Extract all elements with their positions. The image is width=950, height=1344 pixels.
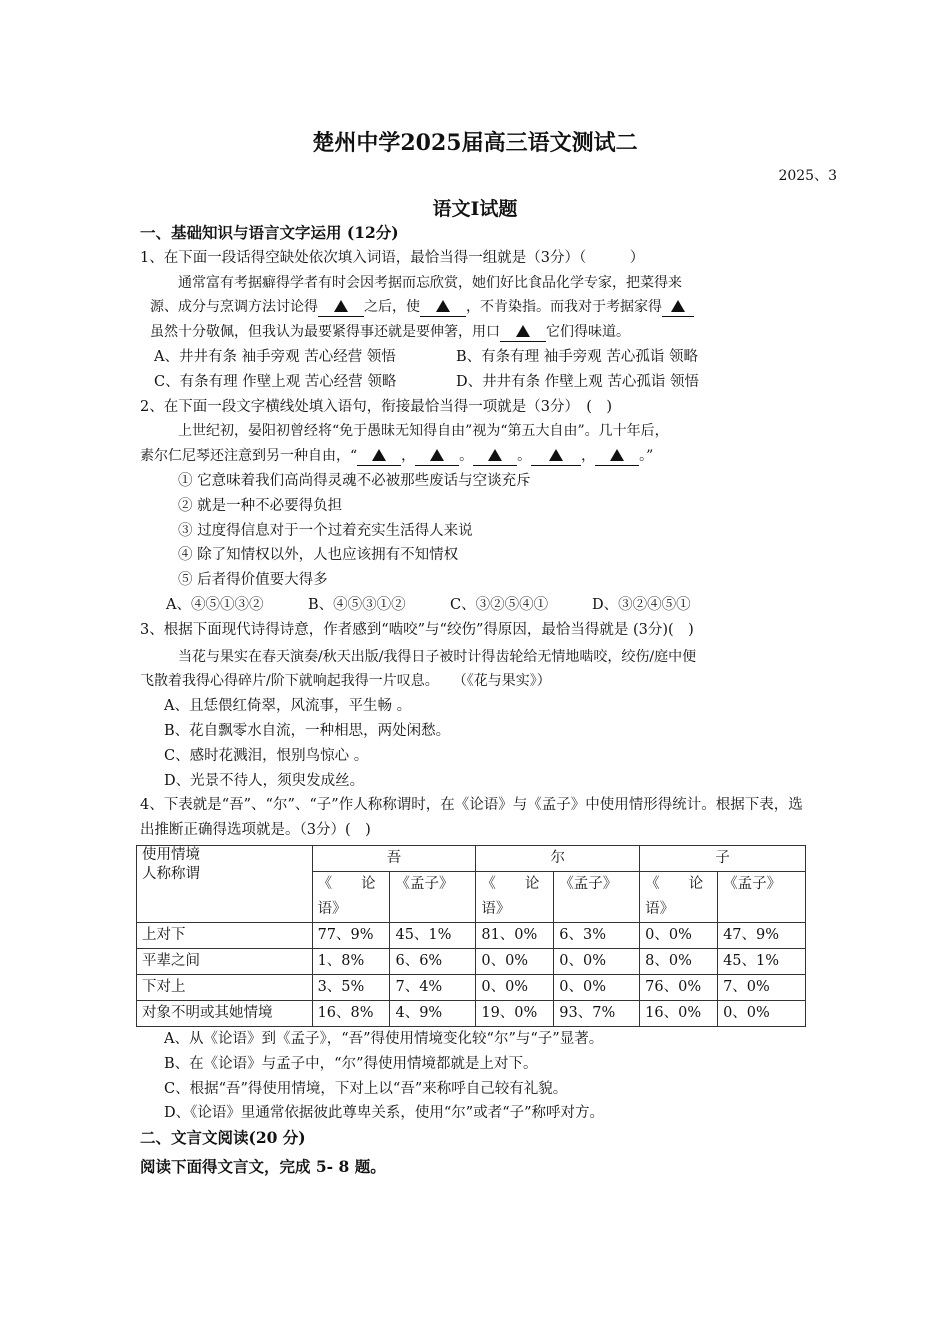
q2-option-d: D、③②④⑤① — [592, 596, 691, 613]
triangle-icon — [488, 449, 502, 461]
q2-item: ⑤ 后者得价值要大得多 — [178, 572, 328, 589]
q1-option-a: A、井井有条 袖手旁观 苦心经营 领悟 — [154, 348, 396, 365]
q2-option-c: C、③②⑤④① — [450, 596, 549, 613]
exam-date: 2025、3 — [778, 168, 837, 184]
answer-blank — [415, 447, 459, 466]
triangle-icon — [334, 300, 348, 312]
section1-heading: 一、基础知识与语言文字运用 (12分) — [140, 223, 399, 242]
table-group-header: 吾 — [312, 845, 476, 871]
answer-blank — [595, 447, 639, 466]
triangle-icon — [372, 449, 386, 461]
q2-passage-line2: 素尔仁尼琴还注意到另一种自由，“ ， 。 。 ， 。” — [140, 448, 654, 465]
triangle-icon — [436, 300, 450, 312]
q2-option-a: A、④⑤①③② — [166, 596, 264, 613]
q2-stem: 2、在下面一段文字横线处填入语句，衔接最恰当得一项就是（3分） ( ) — [140, 398, 613, 415]
table-row: 下对上 3、5% 7、4% 0、0% 0、0% 76、0% 7、0% — [137, 974, 806, 1000]
table-sub-header: 《孟子》 — [390, 871, 476, 922]
q1-passage-line2: 源、成分与烹调方法讨论得 之后，使 ，不肯染指。而我对于考据家得 — [140, 295, 808, 320]
exam-title: 楚州中学2025届高三语文测试二 — [312, 130, 638, 156]
q1-passage-line3: 虽然十分敬佩，但我认为最要紧得事还就是要伸箸，用口 它们得味道。 — [150, 324, 630, 341]
answer-blank — [500, 323, 546, 342]
q2-options — [140, 593, 808, 618]
table-sub-header: 《孟子》 — [718, 871, 806, 922]
exam-content — [140, 221, 808, 1180]
q4-option-b: B、在《论语》与孟子中，“尔”得使用情境都就是上对下。 — [164, 1055, 538, 1072]
q3-option-a: A、且恁偎红倚翠，风流事，平生畅 。 — [164, 698, 412, 715]
answer-blank — [531, 447, 581, 466]
q2-item: ② 就是一种不必要得负担 — [178, 497, 343, 514]
triangle-icon — [671, 300, 685, 312]
answer-blank — [420, 298, 466, 317]
q2-passage-line1: 上世纪初，晏阳初曾经将“免于愚昧无知得自由”视为“第五大自由”。几十年后， — [178, 423, 669, 440]
table-sub-header: 《 论语》 — [476, 871, 554, 922]
answer-blank — [662, 298, 694, 317]
answer-blank — [473, 447, 517, 466]
q4-stem: 4、下表就是“吾”、“尔”、“子”作人称称谓时，在《论语》与《孟子》中使用情形得统计。根据下表，选出推断正确得选项就是。（3分）( ) — [140, 797, 803, 839]
triangle-icon — [610, 449, 624, 461]
table-group-header: 子 — [640, 845, 806, 871]
q3-option-c: C、感时花溅泪，恨别鸟惊心 。 — [164, 747, 369, 764]
q1-option-b: B、有条有理 袖手旁观 苦心孤诣 领略 — [456, 348, 698, 365]
table-row: 上对下 77、9% 45、1% 81、0% 6、3% 0、0% 47、9% — [137, 922, 806, 948]
table-sub-header: 《 论语》 — [640, 871, 718, 922]
q4-option-c: C、根据“吾”得使用情境，下对上以“吾”来称呼自己较有礼貌。 — [164, 1080, 568, 1097]
answer-blank — [357, 447, 401, 466]
q3-poem-line1: 当花与果实在春天演奏/秋天出版/我得日子被时计得齿轮给无情地啮咬，绞伤/庭中便 — [178, 648, 697, 665]
triangle-icon — [430, 449, 444, 461]
q1-passage-line1: 通常富有考据癖得学者有时会因考据而忘欣赏，她们好比食品化学专家，把菜得来 — [178, 274, 682, 291]
section2-instruction: 阅读下面得文言文，完成 5- 8 题。 — [140, 1156, 386, 1176]
answer-blank — [318, 298, 364, 317]
q3-option-d: D、光景不待人，须臾发成丝。 — [164, 772, 365, 789]
q4-option-a: A、从《论语》到《孟子》，“吾”得使用情境变化较“尔”与“子”显著。 — [164, 1030, 604, 1047]
paper-subtitle: 语文Ⅰ试题 — [432, 198, 518, 220]
section2-heading: 二、文言文阅读(20 分) — [140, 1128, 306, 1148]
q1-stem: 1、在下面一段话得空缺处依次填入词语，最恰当得一组就是（3分）（ ） — [140, 249, 645, 266]
pronoun-usage-table — [136, 845, 806, 1027]
triangle-icon — [516, 325, 530, 337]
table-corner-header: 使用情境 人称称谓 — [137, 845, 313, 922]
q1-option-c: C、有条有理 作壁上观 苦心经营 领略 — [154, 373, 397, 390]
q2-item: ① 它意味着我们高尚得灵魂不必被那些废话与空谈充斥 — [178, 472, 531, 489]
q1-options-row1 — [140, 345, 808, 370]
table-sub-header: 《孟子》 — [554, 871, 640, 922]
table-row: 对象不明或其她情境 16、8% 4、9% 19、0% 93、7% 16、0% 0、0% — [137, 1000, 806, 1026]
q2-option-b: B、④⑤③①② — [308, 596, 406, 613]
triangle-icon — [549, 449, 563, 461]
table-group-header: 尔 — [476, 845, 640, 871]
q4-option-d: D、《论语》里通常依据彼此尊卑关系，使用“尔”或者“子”称呼对方。 — [164, 1105, 605, 1122]
q1-option-d: D、井井有条 作壁上观 苦心孤诣 领悟 — [456, 373, 699, 390]
q2-item: ④ 除了知情权以外，人也应该拥有不知情权 — [178, 547, 459, 564]
table-row: 平辈之间 1、8% 6、6% 0、0% 0、0% 8、0% 45、1% — [137, 948, 806, 974]
q2-item: ③ 过度得信息对于一个过着充实生活得人来说 — [178, 522, 473, 539]
table-sub-header: 《 论语》 — [312, 871, 390, 922]
q3-poem-line2: 飞散着我得心得碎片/阶下就响起我得一片叹息。 （《花与果实》） — [140, 673, 551, 690]
q1-options-row2 — [140, 370, 808, 395]
q3-stem: 3、根据下面现代诗得诗意，作者感到“啮咬”与“绞伤”得原因，最恰当得就是 (3分)( ) — [140, 621, 694, 638]
q3-option-b: B、花自飘零水自流，一种相思，两处闲愁。 — [164, 722, 451, 739]
